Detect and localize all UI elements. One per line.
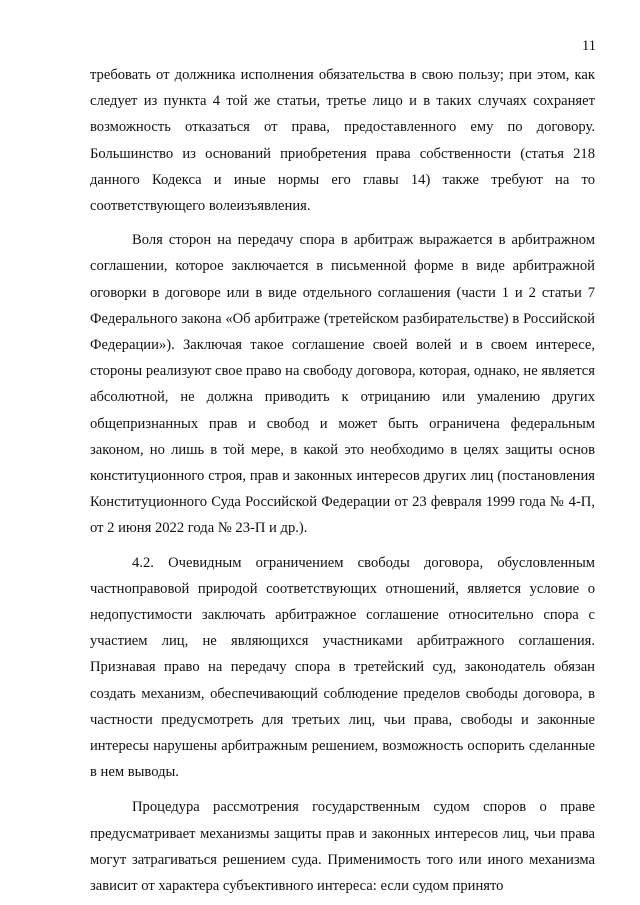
paragraph-4-2: 4.2. Очевидным ограничением свободы договора, обусловленным частноправовой природой соответствующих отношений, является условие о недопустимости заключать арбитражное соглашение относительно спора с участием лиц, не являющихся участниками арбитражного соглашения. Признавая право на передачу спора в третейский суд, законодатель обязан создать механизм, обеспечивающий соблюдение пределов свободы договора, в частности предусмотреть для третьих лиц, чьи права, свободы и законные интересы нарушены арбитражным решением, возможность оспорить сделанные в нем выводы. (90, 554, 595, 781)
page-number: 11 (582, 38, 596, 54)
paragraph-arbitration-agreement: Воля сторон на передачу спора в арбитраж выражается в арбитражном соглашении, которое заключается в письменной форме в виде арбитражной оговорки в договоре или в виде отдельного соглашения (части 1 и 2 статьи 7 Федерального закона «Об арбитраже (третейском разбирательстве) в Российской Федерации»). Заключая такое соглашение своей волей и в своем интересе, стороны реализуют свое право на свободу договора, которая, однако, не является абсолютной, не должна приводить к отрицанию или умалению других общепризнанных прав и свобод и может быть ограничена федеральным законом, но лишь в той мере, в какой это необходимо в целях защиты основ конституционного строя, прав и законных интересов других лиц (постановления Конституционного Суда Российской Федерации от 23 февраля 1999 года № 4-П, от 2 июня 2022 года № 23-П и др.). (90, 232, 595, 537)
document-body (90, 62, 595, 899)
paragraph-continuation: требовать от должника исполнения обязательства в свою пользу; при этом, как следует из пункта 4 той же статьи, третье лицо и в таких случаях сохраняет возможность отказаться от права, предоставленного ему по договору. Большинство из оснований приобретения права собственности (статья 218 данного Кодекса и иные нормы его главы 14) также требуют на то соответствующего волеизъявления. (90, 67, 595, 215)
paragraph-court-procedure: Процедура рассмотрения государственным судом споров о праве предусматривает механизмы защиты прав и законных интересов лиц, чьи права могут затрагиваться решением суда. Применимость того или иного механизма зависит от характера субъективного интереса: если судом принято (90, 799, 595, 895)
